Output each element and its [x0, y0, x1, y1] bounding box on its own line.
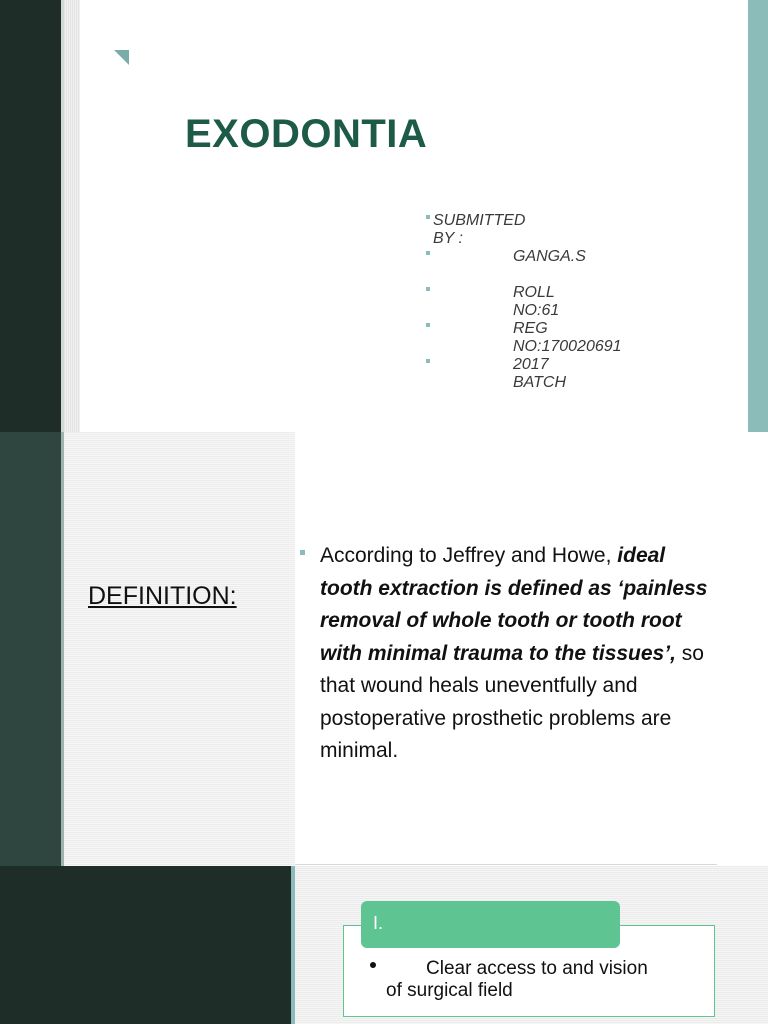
point-box-header — [361, 901, 620, 948]
divider — [295, 864, 717, 865]
corner-triangle-icon — [114, 50, 129, 65]
point-text — [386, 958, 686, 1002]
point-number: I. — [373, 913, 384, 933]
definition-emphasis: ideal tooth extraction is defined as ‘painless removal of whole tooth or tooth root with minimal trauma to the tissues’, — [320, 544, 708, 665]
bullet-icon — [426, 359, 430, 363]
batch: 2017 BATCH — [513, 356, 567, 391]
bullet-icon — [300, 550, 305, 555]
point-text-line1: Clear access to and vision — [426, 958, 648, 979]
title-slide — [0, 0, 768, 432]
bullet-icon — [370, 962, 376, 968]
definition-slide — [0, 432, 768, 866]
content-slide — [0, 866, 768, 1024]
roll-number: ROLL NO:61 — [513, 284, 560, 319]
definition-text — [320, 540, 718, 768]
bullet-icon — [426, 215, 430, 219]
definition-intro: According to Jeffrey and Howe, — [320, 544, 618, 567]
left-dark-bar — [0, 432, 61, 866]
bullet-icon — [426, 323, 430, 327]
student-name: GANGA.S — [513, 248, 586, 265]
slide-title: EXODONTIA — [185, 112, 428, 156]
left-dark-bar — [0, 0, 61, 432]
reg-number: REG NO:170020691 — [513, 320, 622, 355]
definition-heading: DEFINITION: — [88, 582, 237, 610]
stripe-edge — [61, 0, 64, 432]
stripe-edge — [61, 432, 64, 866]
bullet-icon — [426, 287, 430, 291]
definition-rest: so that wound heals uneventfully and postoperative prosthetic problems are minimal. — [320, 641, 704, 762]
right-accent-bar — [748, 0, 768, 432]
submitted-by-label: SUBMITTED BY : — [433, 212, 526, 247]
point-text-line2: of surgical field — [386, 980, 513, 1001]
left-dark-panel — [0, 866, 291, 1024]
left-texture-panel — [61, 432, 295, 866]
bullet-icon — [426, 251, 430, 255]
